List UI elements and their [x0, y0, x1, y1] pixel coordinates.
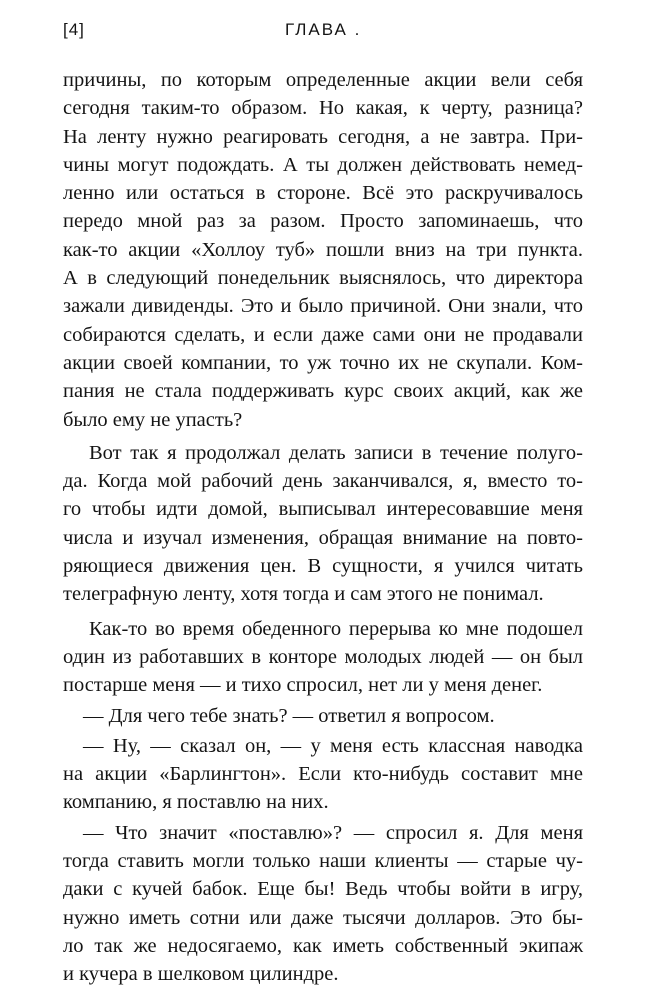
text-line: ло так же недосягаемо, как иметь собственный экипаж [63, 934, 583, 957]
text-line: числа и изучал изменения, обращая внимание на повто- [63, 526, 583, 549]
text-line: компанию, я поставлю на них. [63, 791, 329, 814]
text-line: тогда ставить могли только наши клиенты — старые чу- [63, 850, 583, 873]
text-line: — Для чего тебе знать? — ответил я вопросом. [83, 704, 495, 727]
text-line: чины могут подождать. А ты должен действовать немед- [63, 153, 583, 176]
text-line: как-то акции «Холлоу туб» пошли вниз на три пункта. [63, 238, 583, 261]
text-line: пания не стала поддерживать курс своих акций, как же [63, 380, 583, 403]
text-line: — Ну, — сказал он, — у меня есть классная наводка [83, 734, 583, 757]
text-line: и кучера в шелковом цилиндре. [63, 963, 339, 986]
text-line: сегодня таким-то образом. Но какая, к черту, разница? [63, 97, 583, 120]
text-line: На ленту нужно реагировать сегодня, а не завтра. При- [63, 125, 583, 148]
text-line: телеграфную ленту, хотя тогда и сам этого не понимал. [63, 583, 544, 606]
text-body [63, 66, 583, 995]
text-line: даки с кучей бабок. Еще бы! Ведь чтобы войти в игру, [63, 878, 583, 901]
text-line: один из работавших в конторе молодых людей — он был [63, 645, 583, 668]
text-line: Вот так я продолжал делать записи в течение полуго- [89, 441, 583, 464]
text-line: постарше меня — и тихо спросил, нет ли у меня денег. [63, 674, 543, 697]
text-line: да. Когда мой рабочий день заканчивался, я, вместо то- [63, 470, 583, 493]
text-line: ряющиеся движения цен. В сущности, я учился читать [63, 555, 583, 578]
text-line: нужно иметь сотни или даже тысячи долларов. Это бы- [63, 906, 583, 929]
dialogue-paragraph [63, 819, 583, 989]
page-number: [4] [63, 20, 85, 39]
text-line: го чтобы идти домой, выписывал интересовавшие меня [63, 498, 583, 521]
paragraph [63, 66, 583, 434]
text-line: ленно или остаться в стороне. Всё это раскручивалось [63, 182, 583, 205]
text-line: зажали дивиденды. Это и было причиной. Они знали, что [63, 295, 583, 318]
text-line: Как-то во время обеденного перерыва ко мне подошел [89, 617, 583, 640]
dialogue-paragraph [63, 702, 583, 730]
text-line: было ему не упасть? [63, 408, 243, 431]
text-line: акции своей компании, то уж точно их не скупали. Ком- [63, 351, 583, 374]
text-line: на акции «Барлингтон». Если кто-нибудь составит мне [63, 763, 583, 786]
running-head [63, 20, 583, 44]
chapter-label: ГЛАВА . [285, 20, 362, 39]
dialogue-paragraph [63, 732, 583, 817]
text-line: — Что значит «поставлю»? — спросил я. Для меня [83, 821, 583, 844]
text-line: причины, по которым определенные акции вели себя [63, 69, 583, 91]
paragraph [63, 439, 583, 609]
text-line: собираются сделать, и если даже сами они не продавали [63, 323, 583, 346]
paragraph [63, 615, 583, 700]
text-line: передо мной раз за разом. Просто запоминаешь, что [63, 210, 583, 233]
text-line: А в следующий понедельник выяснялось, что директора [63, 267, 583, 290]
